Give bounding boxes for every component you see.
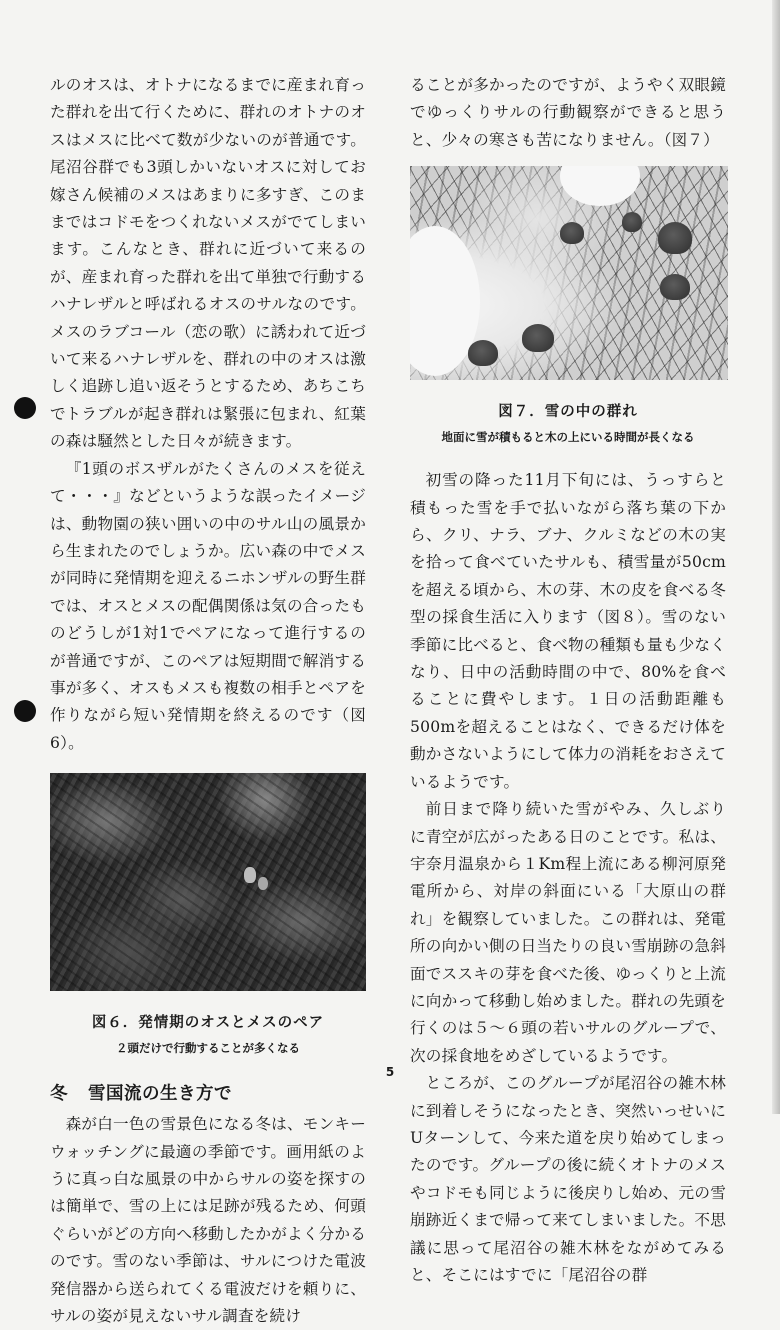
monkey-figure: [468, 340, 498, 366]
binder-hole-lower: [14, 700, 36, 722]
monkey-figure: [622, 212, 642, 232]
figure-6-subtitle: ２頭だけで行動することが多くなる: [116, 1041, 300, 1056]
monkey-figure: [244, 867, 256, 883]
figure-6-photo: [50, 773, 366, 991]
page-edge: [772, 0, 780, 1114]
body-paragraph: ルのオスは、オトナになるまでに産まれ育った群れを出て行くために、群れのオトナのオスはメスに比べて数が少ないのが普通です。尾沼谷群でも3頭しかいないオスに対してお嫁さん候補のメスはあまりに多すぎ、このままではコドモをつくれないメスがでてしまいます。こんなとき、群れに近づいて来るのが、産まれ育った群れを出て単独で行動するハナレザルと呼ばれるオスのサルなのです。メスのラブコール（恋の歌）に誘われて近づいて来るハナレザルを、群れの中のオスは激しく追跡し追い返そうとするため、あちこちでトラブルが起き群れは緊張に包まれ、紅葉の森は騒然とした日々が続きます。: [50, 76, 366, 451]
figure-7-caption: [410, 400, 726, 445]
figure-6-title: 図６．発情期のオスとメスのペア: [91, 1015, 325, 1032]
body-paragraph: ることが多かったのですが、ようやく双眼鏡でゆっくりサルの行動観察ができると思うと、少々の寒さも苦になりません。（図７）: [410, 76, 726, 149]
body-paragraph: ところが、このグループが尾沼谷の雑木林に到着しそうになったとき、突然いっせいにUターンして、今来た道を戻り始めてしまったのです。グループの後に続くオトナのメスやコドモも同じように後戻りし始め、元の雪崩跡近くまで帰って来てしまいました。不思議に思って尾沼谷の雑木林をながめてみると、そこにはすでに「尾沼谷の群: [410, 1074, 726, 1284]
snow-bank: [560, 166, 640, 206]
binder-hole-upper: [14, 397, 36, 419]
section-heading: [50, 1080, 366, 1105]
section-heading-title: 雪国流の生き方で: [88, 1084, 232, 1105]
figure-7-title: 図７．雪の中の群れ: [498, 404, 638, 421]
monkey-figure: [522, 324, 554, 352]
body-paragraph: 森が白一色の雪景色になる冬は、モンキーウォッチングに最適の季節です。画用紙のように真っ白な風景の中からサルの姿を探すのは簡単で、雪の上には足跡が残るため、何頭ぐらいがどの方向へ移動したかがよく分かるのです。雪のない季節は、サルにつけた電波発信器から送られてくる電波だけを頼りに、サルの姿が見えないサル調査を続け: [50, 1115, 366, 1325]
body-paragraph: 初雪の降った11月下旬には、うっすらと積もった雪を手で払いながら落ち葉の下から、クリ、ナラ、ブナ、クルミなどの木の実を拾って食べていたサルも、積雪量が50cmを超える頃から、木の芽、木の皮を食べる冬型の採食生活に入ります（図８）。雪のない季節に比べると、食べ物の種類も量も少なくなり、日中の活動時間の中で、80%を食べることに費やします。１日の活動距離も500mを超えることはなく、できるだけ体を動かさないようにして体力の消耗をおさえているようです。: [410, 471, 726, 791]
body-paragraph: 『1頭のボスザルがたくさんのメスを従えて・・・』などというような誤ったイメージは、動物園の狭い囲いの中のサル山の風景から生まれたのでしょうか。広い森の中でメスが同時に発情期を迎えるニホンザルの野生群では、オスとメスの配偶関係は気の合ったものどうしが1対1でペアになって進行するのが普通ですが、このペアは短期間で解消する事が多く、オスもメスも複数の相手とペアを作りながら短い発情期を終えるのです（図6）。: [50, 459, 366, 752]
section-heading-kanji: 冬: [50, 1084, 68, 1105]
monkey-figure: [658, 222, 692, 254]
monkey-figure: [560, 222, 584, 244]
figure-6-caption: [50, 1011, 366, 1056]
monkey-figure: [258, 877, 268, 890]
right-column: [410, 72, 726, 1289]
page-number: 5: [385, 1065, 395, 1079]
monkey-figure: [660, 274, 690, 300]
left-column: [50, 72, 366, 1330]
body-paragraph: 前日まで降り続いた雪がやみ、久しぶりに青空が広がったある日のことです。私は、宇奈月温泉から１Km程上流にある柳河原発電所から、対岸の斜面にいる「大原山の群れ」を観察していました。この群れは、発電所の向かい側の日当たりの良い雪崩跡の急斜面でススキの芽を食べた後、ゆっくりと上流に向かって移動し始めました。群れの先頭を行くのは５～６頭の若いサルのグループで、次の採食地をめざしているようです。: [410, 800, 726, 1065]
figure-7-subtitle: 地面に雪が積もると木の上にいる時間が長くなる: [441, 430, 695, 445]
figure-7-photo: [410, 166, 728, 380]
